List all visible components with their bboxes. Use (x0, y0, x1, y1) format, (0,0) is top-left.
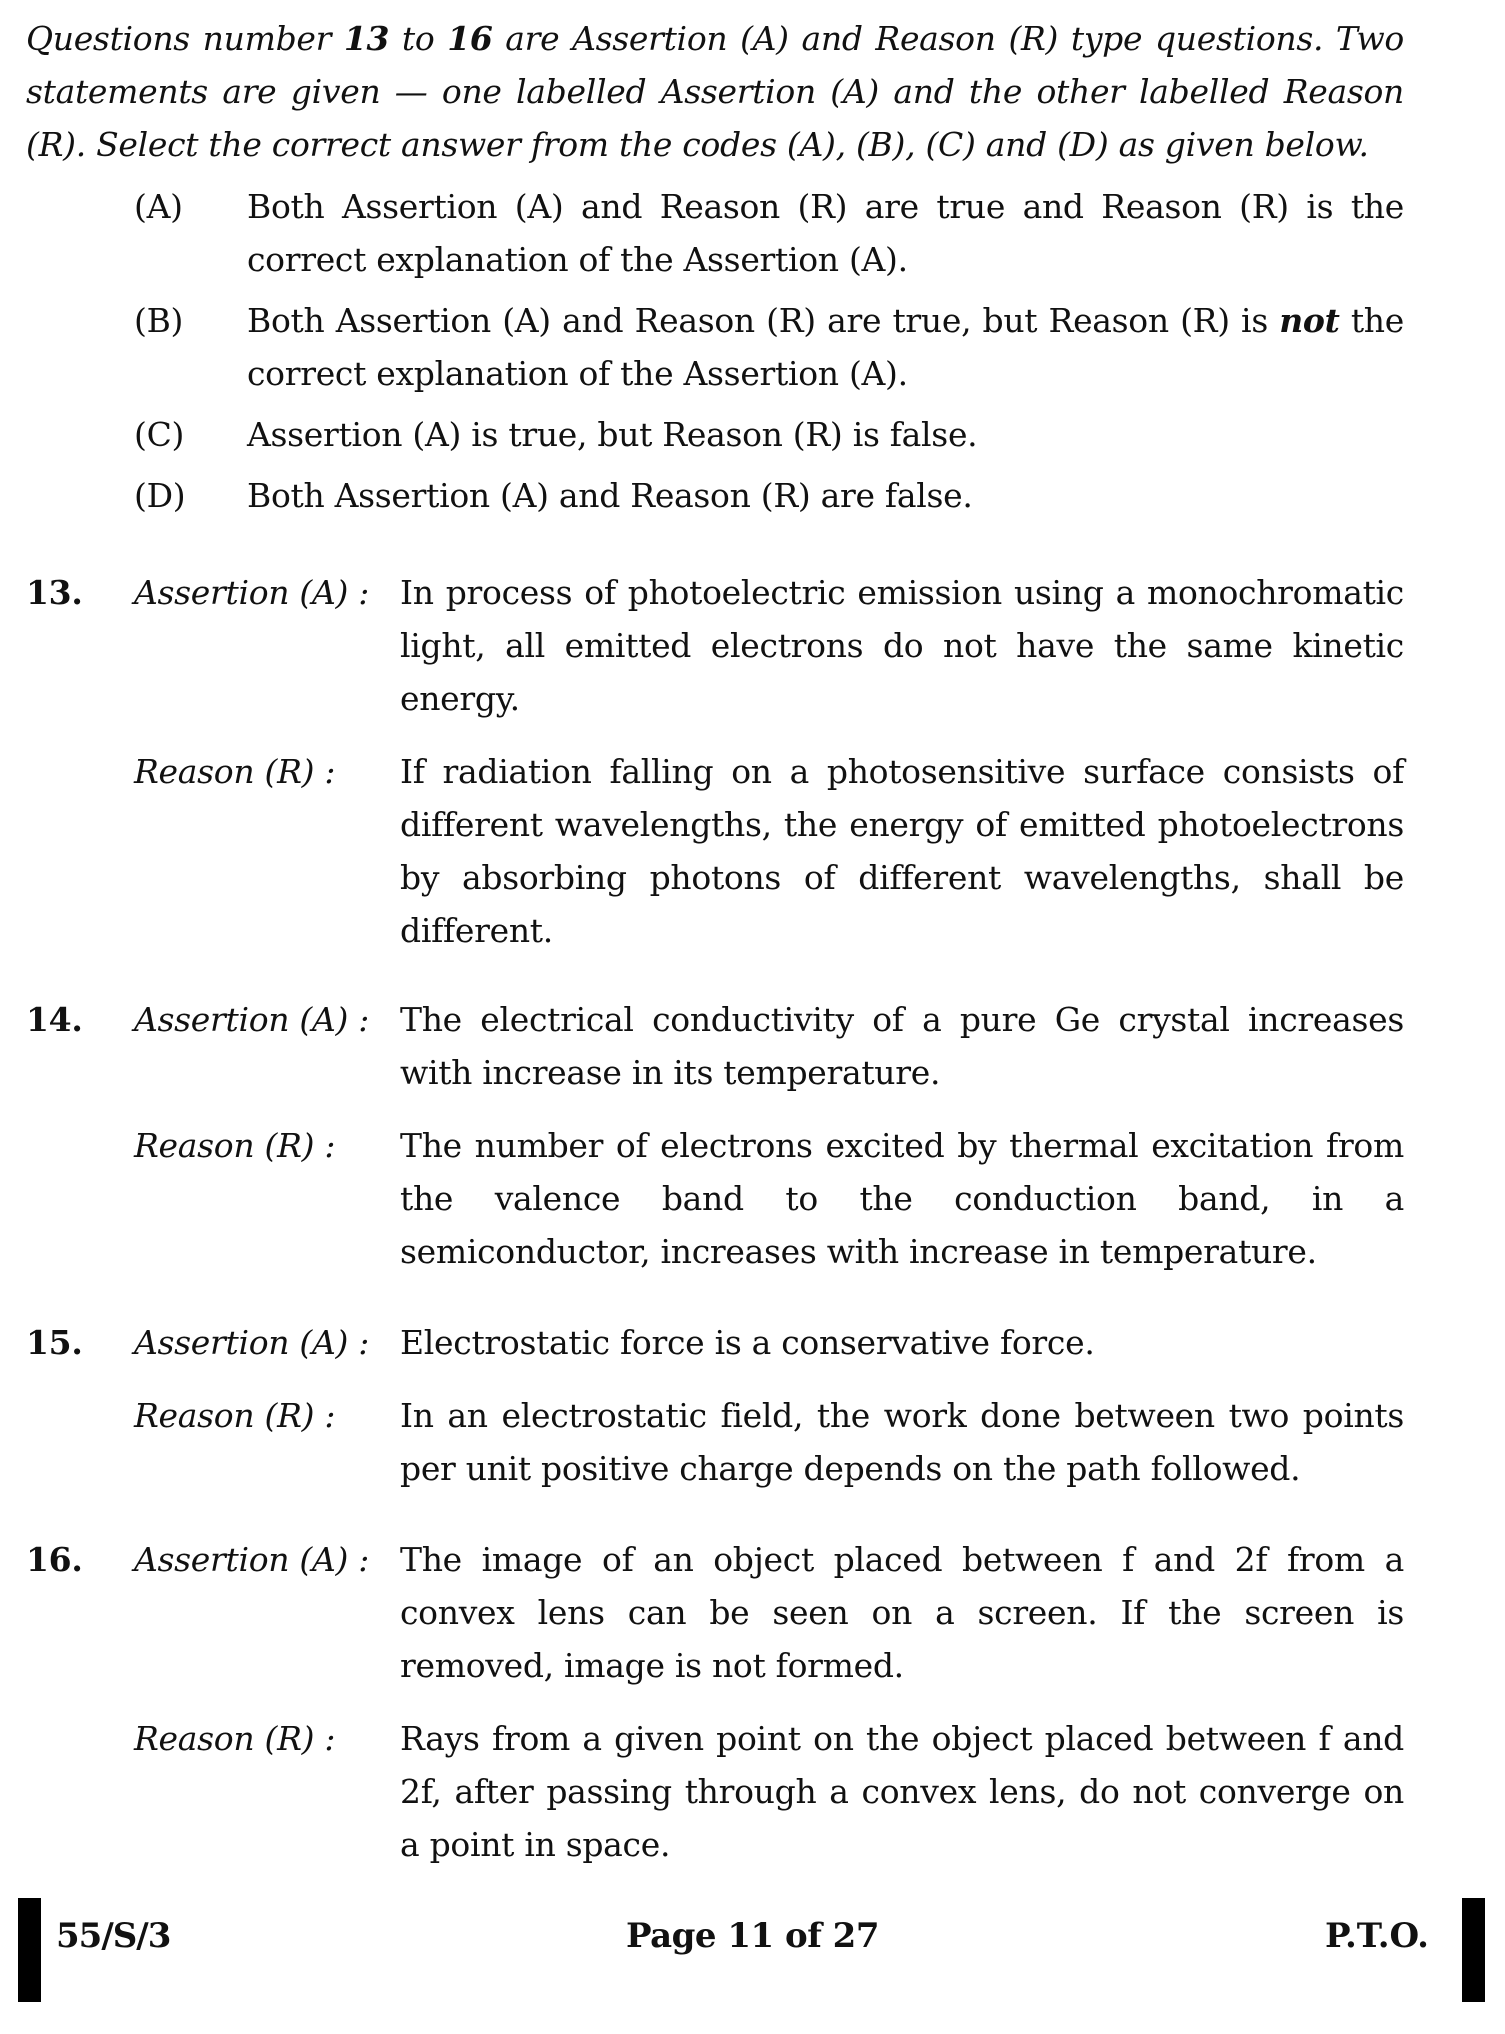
instructions-text: Questions number (26, 19, 344, 58)
question-15 (26, 1316, 1404, 1495)
question-number: 13. (26, 573, 83, 612)
reason-row (26, 1119, 1404, 1278)
question-number: 16. (26, 1540, 83, 1579)
question-range-end: 16 (447, 19, 493, 58)
answer-code-b (134, 294, 1404, 400)
code-text-part: Both Assertion (A) and Reason (R) are true, but Reason (R) is (247, 301, 1280, 340)
reason-label: Reason (R) : (134, 1719, 336, 1758)
reason-text: The number of electrons excited by thermal excitation from the valence band to the conduction band, in a semiconductor, increases with increase in temperature. (400, 1126, 1404, 1271)
assertion-text: In process of photoelectric emission using a monochromatic light, all emitted electrons do not have the same kinetic energy. (400, 573, 1404, 718)
assertion-text: The electrical conductivity of a pure Ge crystal increases with increase in its temperature. (400, 1000, 1404, 1092)
question-14 (26, 993, 1404, 1278)
code-tag: (C) (134, 415, 185, 454)
question-16 (26, 1533, 1404, 1871)
answer-code-d (134, 469, 1404, 522)
code-tag: (D) (134, 476, 186, 515)
answer-code-c (134, 408, 1404, 461)
assertion-label: Assertion (A) : (134, 1000, 370, 1039)
code-text-part: the correct explanation of the Assertion (A). (247, 301, 1404, 393)
instructions-text: are Assertion (A) and Reason (R) type questions. Two statements are given — one labelled Assertion (A) and the other labelled Reason (R). Select the correct answer from the codes (A), (B), (C) and (D) as given below. (26, 19, 1404, 164)
question-number: 14. (26, 1000, 83, 1039)
instructions-text: to (389, 19, 448, 58)
code-text-emphasis: not (1279, 301, 1340, 340)
question-range-start: 13 (343, 19, 390, 58)
reason-text: If radiation falling on a photosensitive surface consists of different wavelengths, the energy of emitted photoelectrons by absorbing photons of different wavelengths, shall be different. (400, 752, 1404, 950)
reason-row (26, 745, 1404, 957)
code-tag: (A) (134, 187, 183, 226)
code-text: Both Assertion (A) and Reason (R) are true and Reason (R) is the correct explanation of the Assertion (A). (247, 187, 1404, 279)
question-13 (26, 566, 1404, 957)
reason-label: Reason (R) : (134, 752, 336, 791)
reason-text: Rays from a given point on the object placed between f and 2f, after passing through a convex lens, do not converge on a point in space. (400, 1719, 1404, 1864)
assertion-row (26, 1316, 1404, 1369)
question-number: 15. (26, 1323, 83, 1362)
page-number: Page 11 of 27 (625, 1916, 880, 1956)
reason-text: In an electrostatic field, the work done between two points per unit positive charge depends on the path followed. (400, 1396, 1404, 1488)
code-tag: (B) (134, 301, 184, 340)
assertion-text: Electrostatic force is a conservative force. (400, 1323, 1095, 1362)
assertion-label: Assertion (A) : (134, 1540, 370, 1579)
assertion-row (26, 566, 1404, 725)
code-text: Both Assertion (A) and Reason (R) are false. (247, 476, 973, 515)
paper-code: 55/S/3 (56, 1916, 171, 1956)
code-text (247, 294, 1404, 400)
reason-row (26, 1389, 1404, 1495)
reason-label: Reason (R) : (134, 1396, 336, 1435)
assertion-row (26, 993, 1404, 1099)
reason-label: Reason (R) : (134, 1126, 336, 1165)
assertion-label: Assertion (A) : (134, 573, 370, 612)
assertion-row (26, 1533, 1404, 1692)
answer-codes-list (134, 180, 1404, 530)
instructions-paragraph (26, 12, 1404, 171)
reason-row (26, 1712, 1404, 1871)
code-text: Assertion (A) is true, but Reason (R) is false. (247, 415, 978, 454)
assertion-label: Assertion (A) : (134, 1323, 370, 1362)
pto-label: P.T.O. (1325, 1916, 1429, 1956)
page-footer (0, 1898, 1505, 2004)
right-margin-bar (1462, 1898, 1485, 2002)
assertion-text: The image of an object placed between f and 2f from a convex lens can be seen on a screen. If the screen is removed, image is not formed. (400, 1540, 1404, 1685)
answer-code-a (134, 180, 1404, 286)
